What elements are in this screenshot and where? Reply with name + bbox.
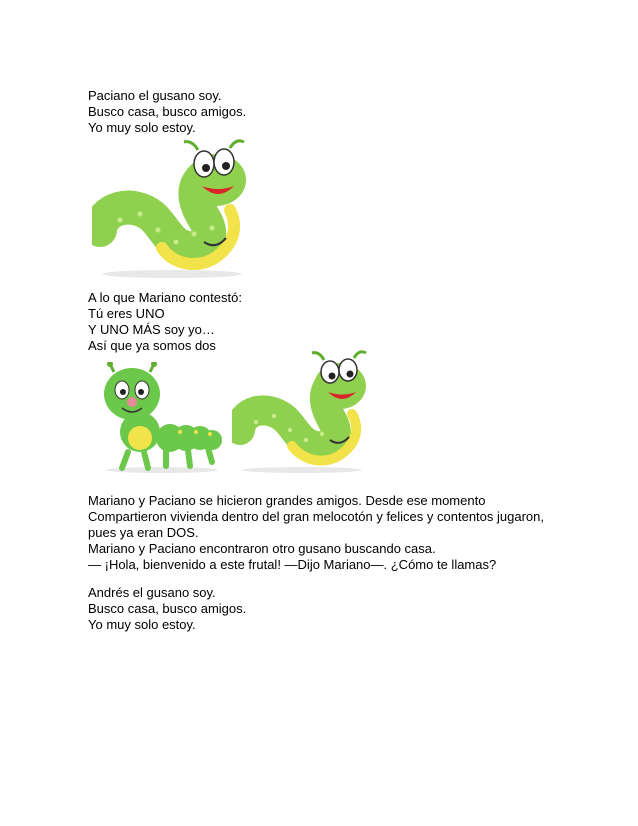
- text-line: Y UNO MÁS soy yo…: [88, 322, 215, 337]
- stanza-andres: [88, 585, 246, 633]
- text-line: Mariano y Paciano encontraron otro gusano buscando casa.: [88, 541, 436, 556]
- worm-icon: [100, 141, 246, 278]
- worm-icon: [240, 352, 366, 473]
- worm-illustration: [232, 350, 372, 474]
- text-line: Busco casa, busco amigos.: [88, 601, 247, 616]
- text-line: Busco casa, busco amigos.: [88, 104, 247, 119]
- text-line: Compartieron vivienda dentro del gran melocotón y felices y contentos jugaron,: [88, 509, 544, 524]
- stanza-respuesta: [88, 290, 242, 354]
- text-line: pues ya eran DOS.: [88, 525, 199, 540]
- narrative-paragraph: [88, 493, 544, 573]
- caterpillar-illustration: [100, 362, 224, 474]
- text-line: Yo muy solo estoy.: [88, 120, 196, 135]
- caterpillar-icon: [104, 362, 222, 473]
- text-line: Yo muy solo estoy.: [88, 617, 196, 632]
- text-line: Paciano el gusano soy.: [88, 88, 222, 103]
- text-line: Mariano y Paciano se hicieron grandes amigos. Desde ese momento: [88, 493, 486, 508]
- text-line: — ¡Hola, bienvenido a este frutal! —Dijo Mariano—. ¿Cómo te llamas?: [88, 557, 497, 572]
- text-line: A lo que Mariano contestó:: [88, 290, 242, 305]
- text-line: Andrés el gusano soy.: [88, 585, 216, 600]
- text-line: Así que ya somos dos: [88, 338, 216, 353]
- text-line: Tú eres UNO: [88, 306, 165, 321]
- worm-illustration: [92, 138, 252, 280]
- stanza-paciano: [88, 88, 246, 136]
